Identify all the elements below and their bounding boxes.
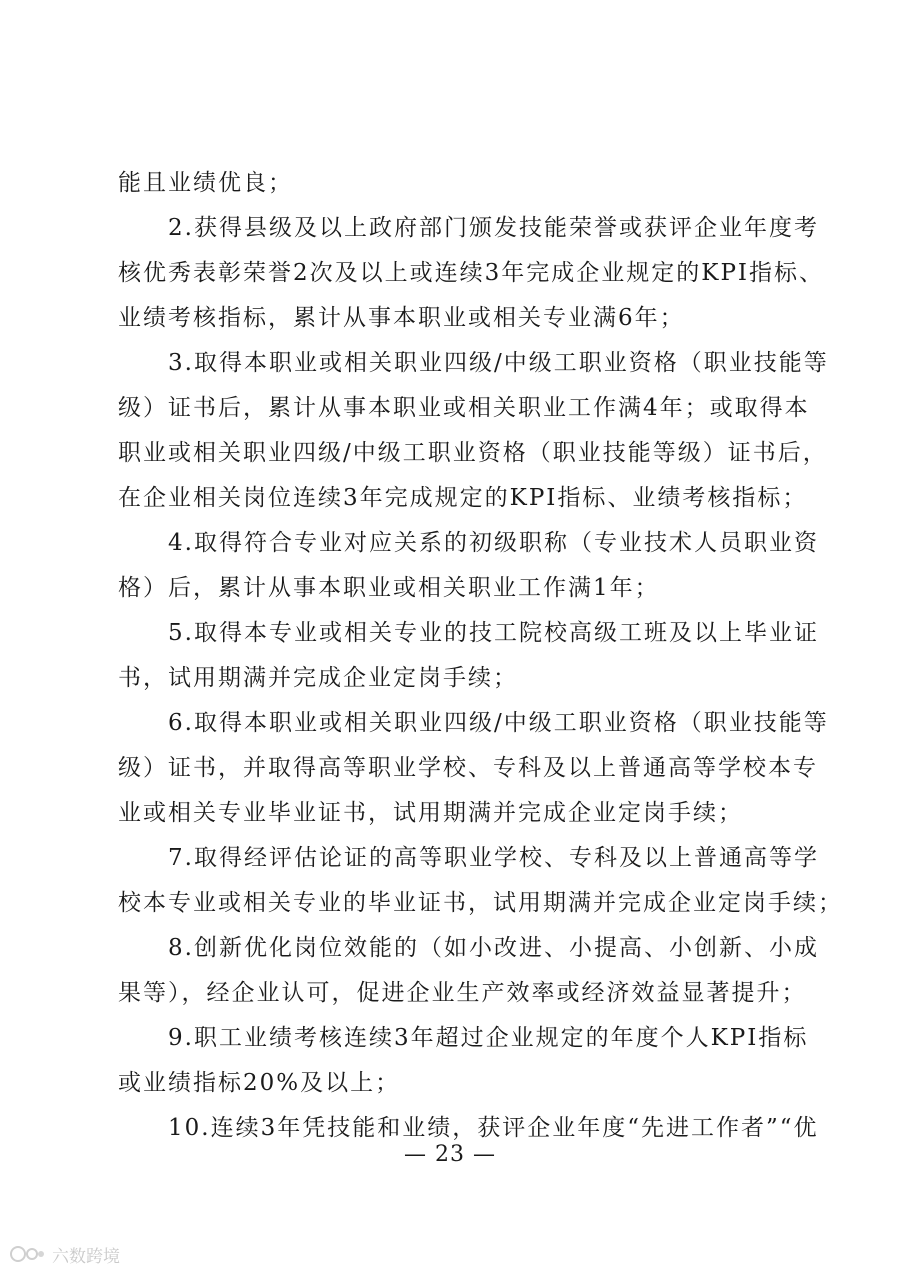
body-line: 6.取得本职业或相关职业四级/中级工职业资格（职业技能等 <box>168 710 829 736</box>
body-line: 9.职工业绩考核连续3年超过企业规定的年度个人KPI指标 <box>168 1025 809 1051</box>
body-line: 或业绩指标20%及以上； <box>118 1070 401 1096</box>
body-line: 果等），经企业认可，促进企业生产效率或经济效益显著提升； <box>118 980 807 1006</box>
body-line: 3.取得本职业或相关职业四级/中级工职业资格（职业技能等 <box>168 350 829 376</box>
body-line: 职业或相关职业四级/中级工职业资格（职业技能等级）证书后， <box>118 440 828 466</box>
body-line: 7.取得经评估论证的高等职业学校、专科及以上普通高等学 <box>168 845 819 871</box>
body-line: 书，试用期满并完成企业定岗手续； <box>118 665 518 691</box>
body-line: 级）证书后，累计从事本职业或相关职业工作满4年；或取得本 <box>118 395 810 421</box>
body-line: 格）后，累计从事本职业或相关职业工作满1年； <box>118 575 660 601</box>
body-line: 核优秀表彰荣誉2次及以上或连续3年完成企业规定的KPI指标、 <box>118 260 825 286</box>
body-line: 2.获得县级及以上政府部门颁发技能荣誉或获评企业年度考 <box>168 215 819 241</box>
body-line: 校本专业或相关专业的毕业证书，试用期满并完成企业定岗手续； <box>118 890 843 916</box>
watermark-text: 六数跨境 <box>52 1246 120 1267</box>
body-line: 8.创新优化岗位效能的（如小改进、小提高、小创新、小成 <box>168 935 819 961</box>
body-line: 10.连续3年凭技能和业绩，获评企业年度“先进工作者”“优 <box>168 1115 819 1141</box>
body-line: 4.取得符合专业对应关系的初级职称（专业技术人员职业资 <box>168 530 819 556</box>
body-line: 业绩考核指标，累计从事本职业或相关专业满6年； <box>118 305 685 331</box>
body-line: 在企业相关岗位连续3年完成规定的KPI指标、业绩考核指标； <box>118 485 808 511</box>
watermark-logo-icon <box>10 1243 46 1265</box>
page-number: — 23 — <box>404 1142 496 1167</box>
body-line: 5.取得本专业或相关专业的技工院校高级工班及以上毕业证 <box>168 620 819 646</box>
body-line: 级）证书，并取得高等职业学校、专科及以上普通高等学校本专 <box>118 755 818 781</box>
body-line: 能且业绩优良； <box>118 170 293 196</box>
body-line: 业或相关专业毕业证书，试用期满并完成企业定岗手续； <box>118 800 743 826</box>
watermark <box>10 1242 120 1266</box>
